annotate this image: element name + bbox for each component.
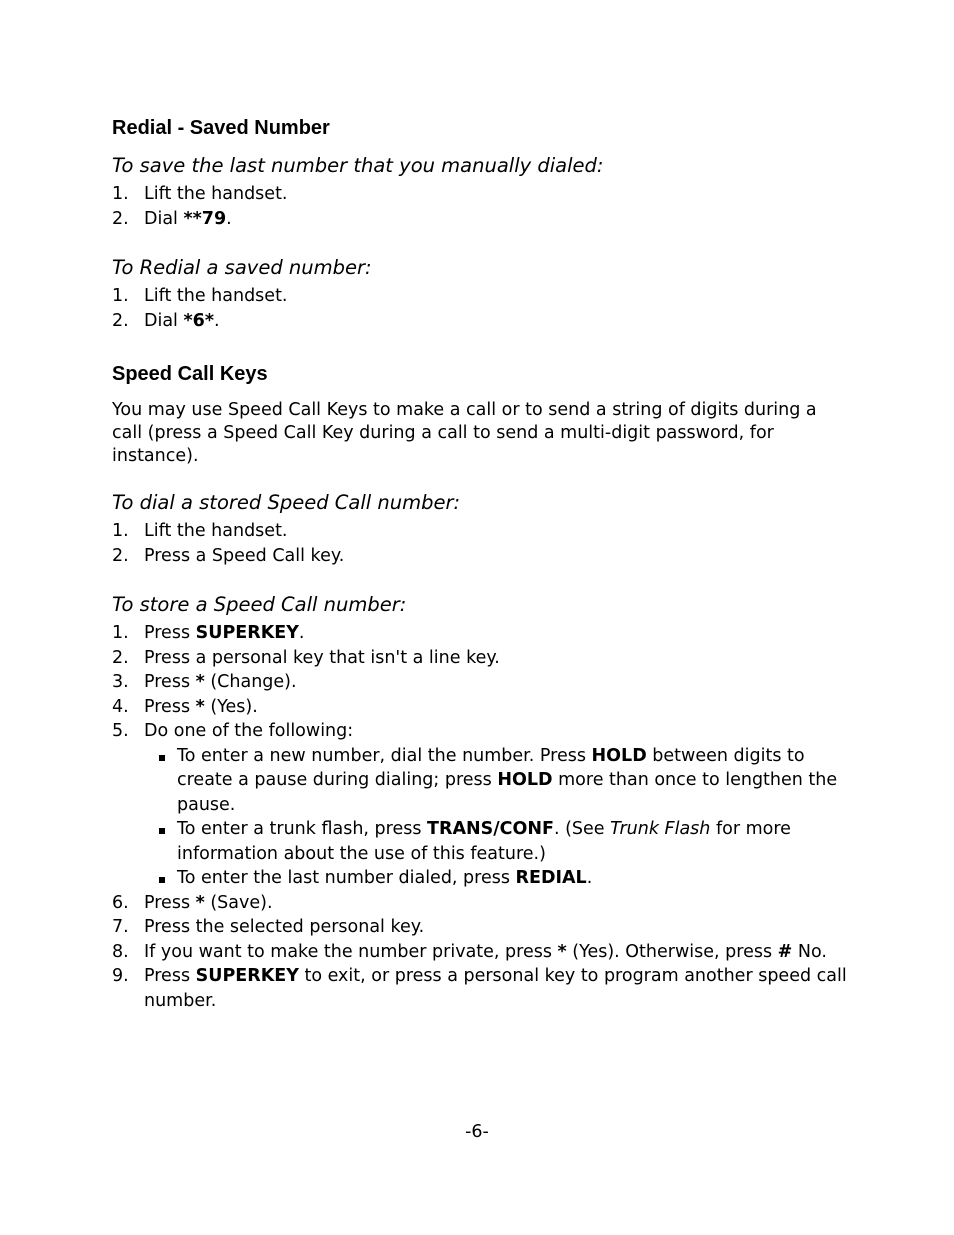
list-item: 2. Dial **79. <box>112 208 232 229</box>
list-item: To enter the last number dialed, press REDIAL. <box>144 866 847 891</box>
list-item: 5. Do one of the following: To enter a new number, dial the number. Press HOLD between digits to create a pause during dialing; press HOLD more than once to lengthen the pause. To enter a trunk flash, press TRANS/CONF. (See Trunk Flash for more information about the use of this feature.) To enter the last number dialed, press REDIAL. <box>112 719 847 891</box>
dial-speed-call-steps <box>112 519 847 568</box>
store-speed-call-heading: To store a Speed Call number: <box>112 593 407 616</box>
list-item: 1. Press SUPERKEY. <box>112 623 305 643</box>
list-item: To enter a trunk flash, press TRANS/CONF. (See Trunk Flash for more information about the use of this feature.) <box>144 817 847 866</box>
list-item: 3. Press * (Change). <box>112 672 297 692</box>
manual-page <box>112 116 847 1013</box>
page-number: -6- <box>465 1122 489 1142</box>
redial-saved-steps <box>112 284 847 333</box>
section-title-speed-call-keys: Speed Call Keys <box>112 363 268 385</box>
list-item: 1. Lift the handset. <box>112 184 288 204</box>
list-item: 1. Lift the handset. <box>112 521 288 541</box>
speed-call-intro: You may use Speed Call Keys to make a call or to send a string of digits during a call (press a Speed Call Key during a call to send a multi-digit password, for instance). <box>112 400 817 466</box>
dial-speed-call-heading: To dial a stored Speed Call number: <box>112 491 461 514</box>
list-item: 4. Press * (Yes). <box>112 696 258 717</box>
entry-options-list <box>144 744 847 891</box>
save-number-steps <box>112 182 847 231</box>
section-title-redial-saved-number: Redial - Saved Number <box>112 117 330 139</box>
list-item: 1. Lift the handset. <box>112 286 288 306</box>
list-item: 6. Press * (Save). <box>112 892 273 913</box>
list-item: 2. Press a Speed Call key. <box>112 545 345 566</box>
redial-saved-heading: To Redial a saved number: <box>112 256 372 279</box>
bullet-square-icon <box>159 828 165 834</box>
list-item: 2. Dial *6*. <box>112 310 220 331</box>
list-item: 8. If you want to make the number private, press * (Yes). Otherwise, press # No. <box>112 941 827 962</box>
store-speed-call-steps <box>112 621 847 1013</box>
bullet-square-icon <box>159 877 165 883</box>
list-item: 7. Press the selected personal key. <box>112 917 425 937</box>
list-item: 9. Press SUPERKEY to exit, or press a personal key to program another speed call number. <box>112 966 847 1011</box>
list-item: 2. Press a personal key that isn't a line key. <box>112 647 500 668</box>
list-item: To enter a new number, dial the number. Press HOLD between digits to create a pause during dialing; press HOLD more than once to lengthen the pause. <box>144 744 847 818</box>
bullet-square-icon <box>159 755 165 761</box>
save-number-heading: To save the last number that you manually dialed: <box>112 154 604 177</box>
